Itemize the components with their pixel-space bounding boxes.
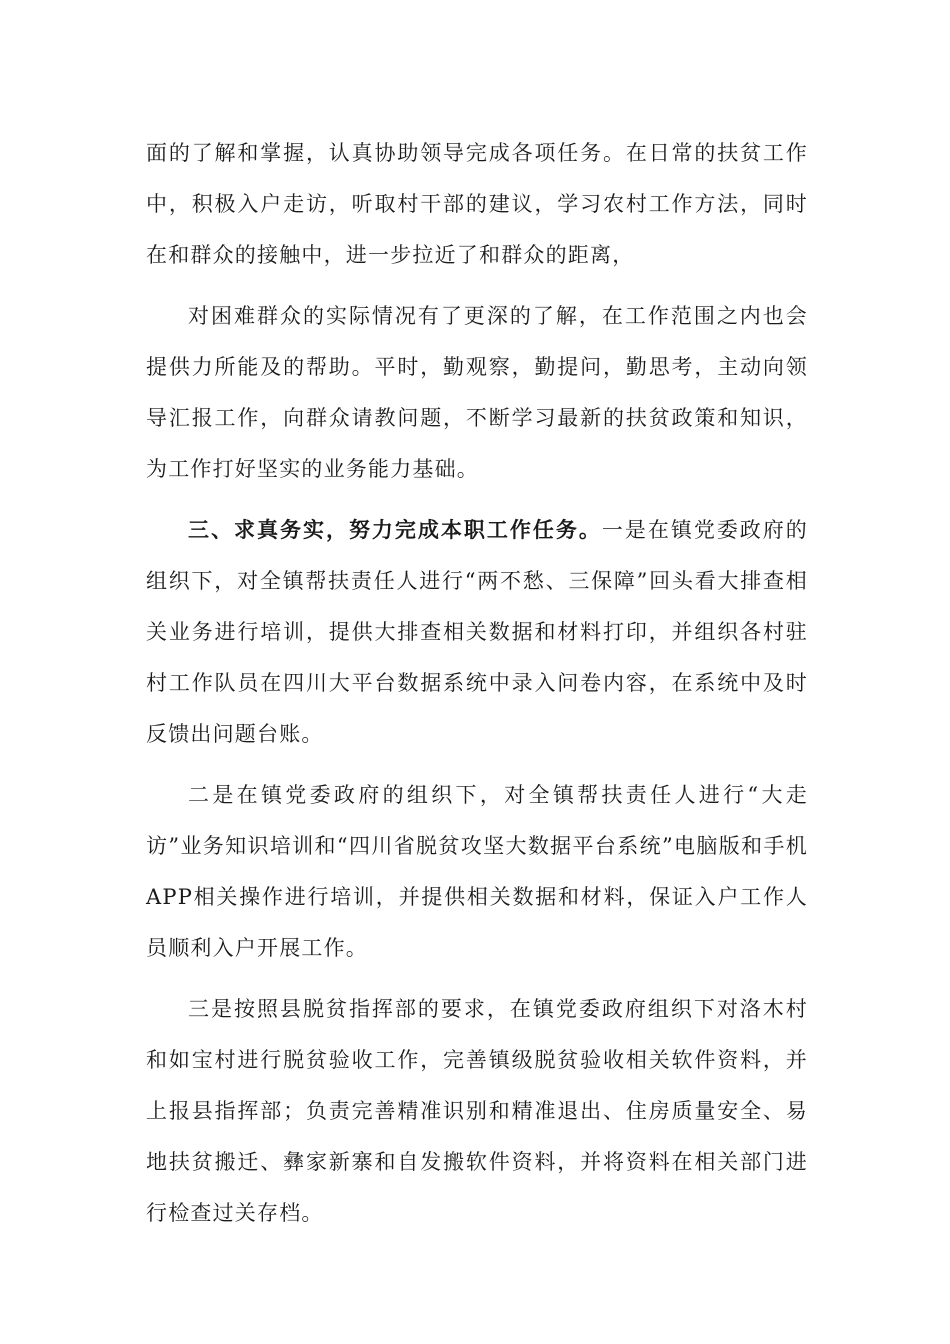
paragraph-text: 面的了解和掌握，认真协助领导完成各项任务。在日常的扶贫工作中，积极入户走访，听取村干部的建议，学习农村工作方法，同时在和群众的接触中，进一步拉近了和群众的距离， bbox=[146, 141, 808, 267]
paragraph-text: 二是在镇党委政府的组织下，对全镇帮扶责任人进行“大走访”业务知识培训和“四川省脱贫攻坚大数据平台系统”电脑版和手机APP相关操作进行培训，并提供相关数据和材料，保证入户工作人员顺利入户开展工作。 bbox=[146, 783, 808, 960]
paragraph-text: 一是在镇党委政府的组织下，对全镇帮扶责任人进行“两不愁、三保障”回头看大排查相关业务进行培训，提供大排查相关数据和材料打印，并组织各村驻村工作队员在四川大平台数据系统中录入问卷内容，在系统中及时反馈出问题台账。 bbox=[146, 518, 808, 746]
paragraph-section-three bbox=[146, 505, 808, 760]
paragraph-text: 对困难群众的实际情况有了更深的了解，在工作范围之内也会提供力所能及的帮助。平时，勤观察，勤提问，勤思考，主动向领导汇报工作，向群众请教问题，不断学习最新的扶贫政策和知识，为工作打好坚实的业务能力基础。 bbox=[146, 304, 808, 481]
paragraph-item-three bbox=[146, 984, 808, 1239]
paragraph-item-two bbox=[146, 770, 808, 974]
paragraph-continuation bbox=[146, 128, 808, 281]
paragraph-text: 三是按照县脱贫指挥部的要求，在镇党委政府组织下对洛木村和如宝村进行脱贫验收工作，完善镇级脱贫验收相关软件资料，并上报县指挥部；负责完善精准识别和精准退出、住房质量安全、易地扶贫搬迁、彝家新寨和自发搬软件资料，并将资料在相关部门进行检查过关存档。 bbox=[146, 997, 808, 1225]
paragraph-difficult-masses bbox=[146, 291, 808, 495]
section-heading: 三、求真务实，努力完成本职工作任务。 bbox=[188, 518, 602, 542]
document-body bbox=[146, 128, 808, 1239]
